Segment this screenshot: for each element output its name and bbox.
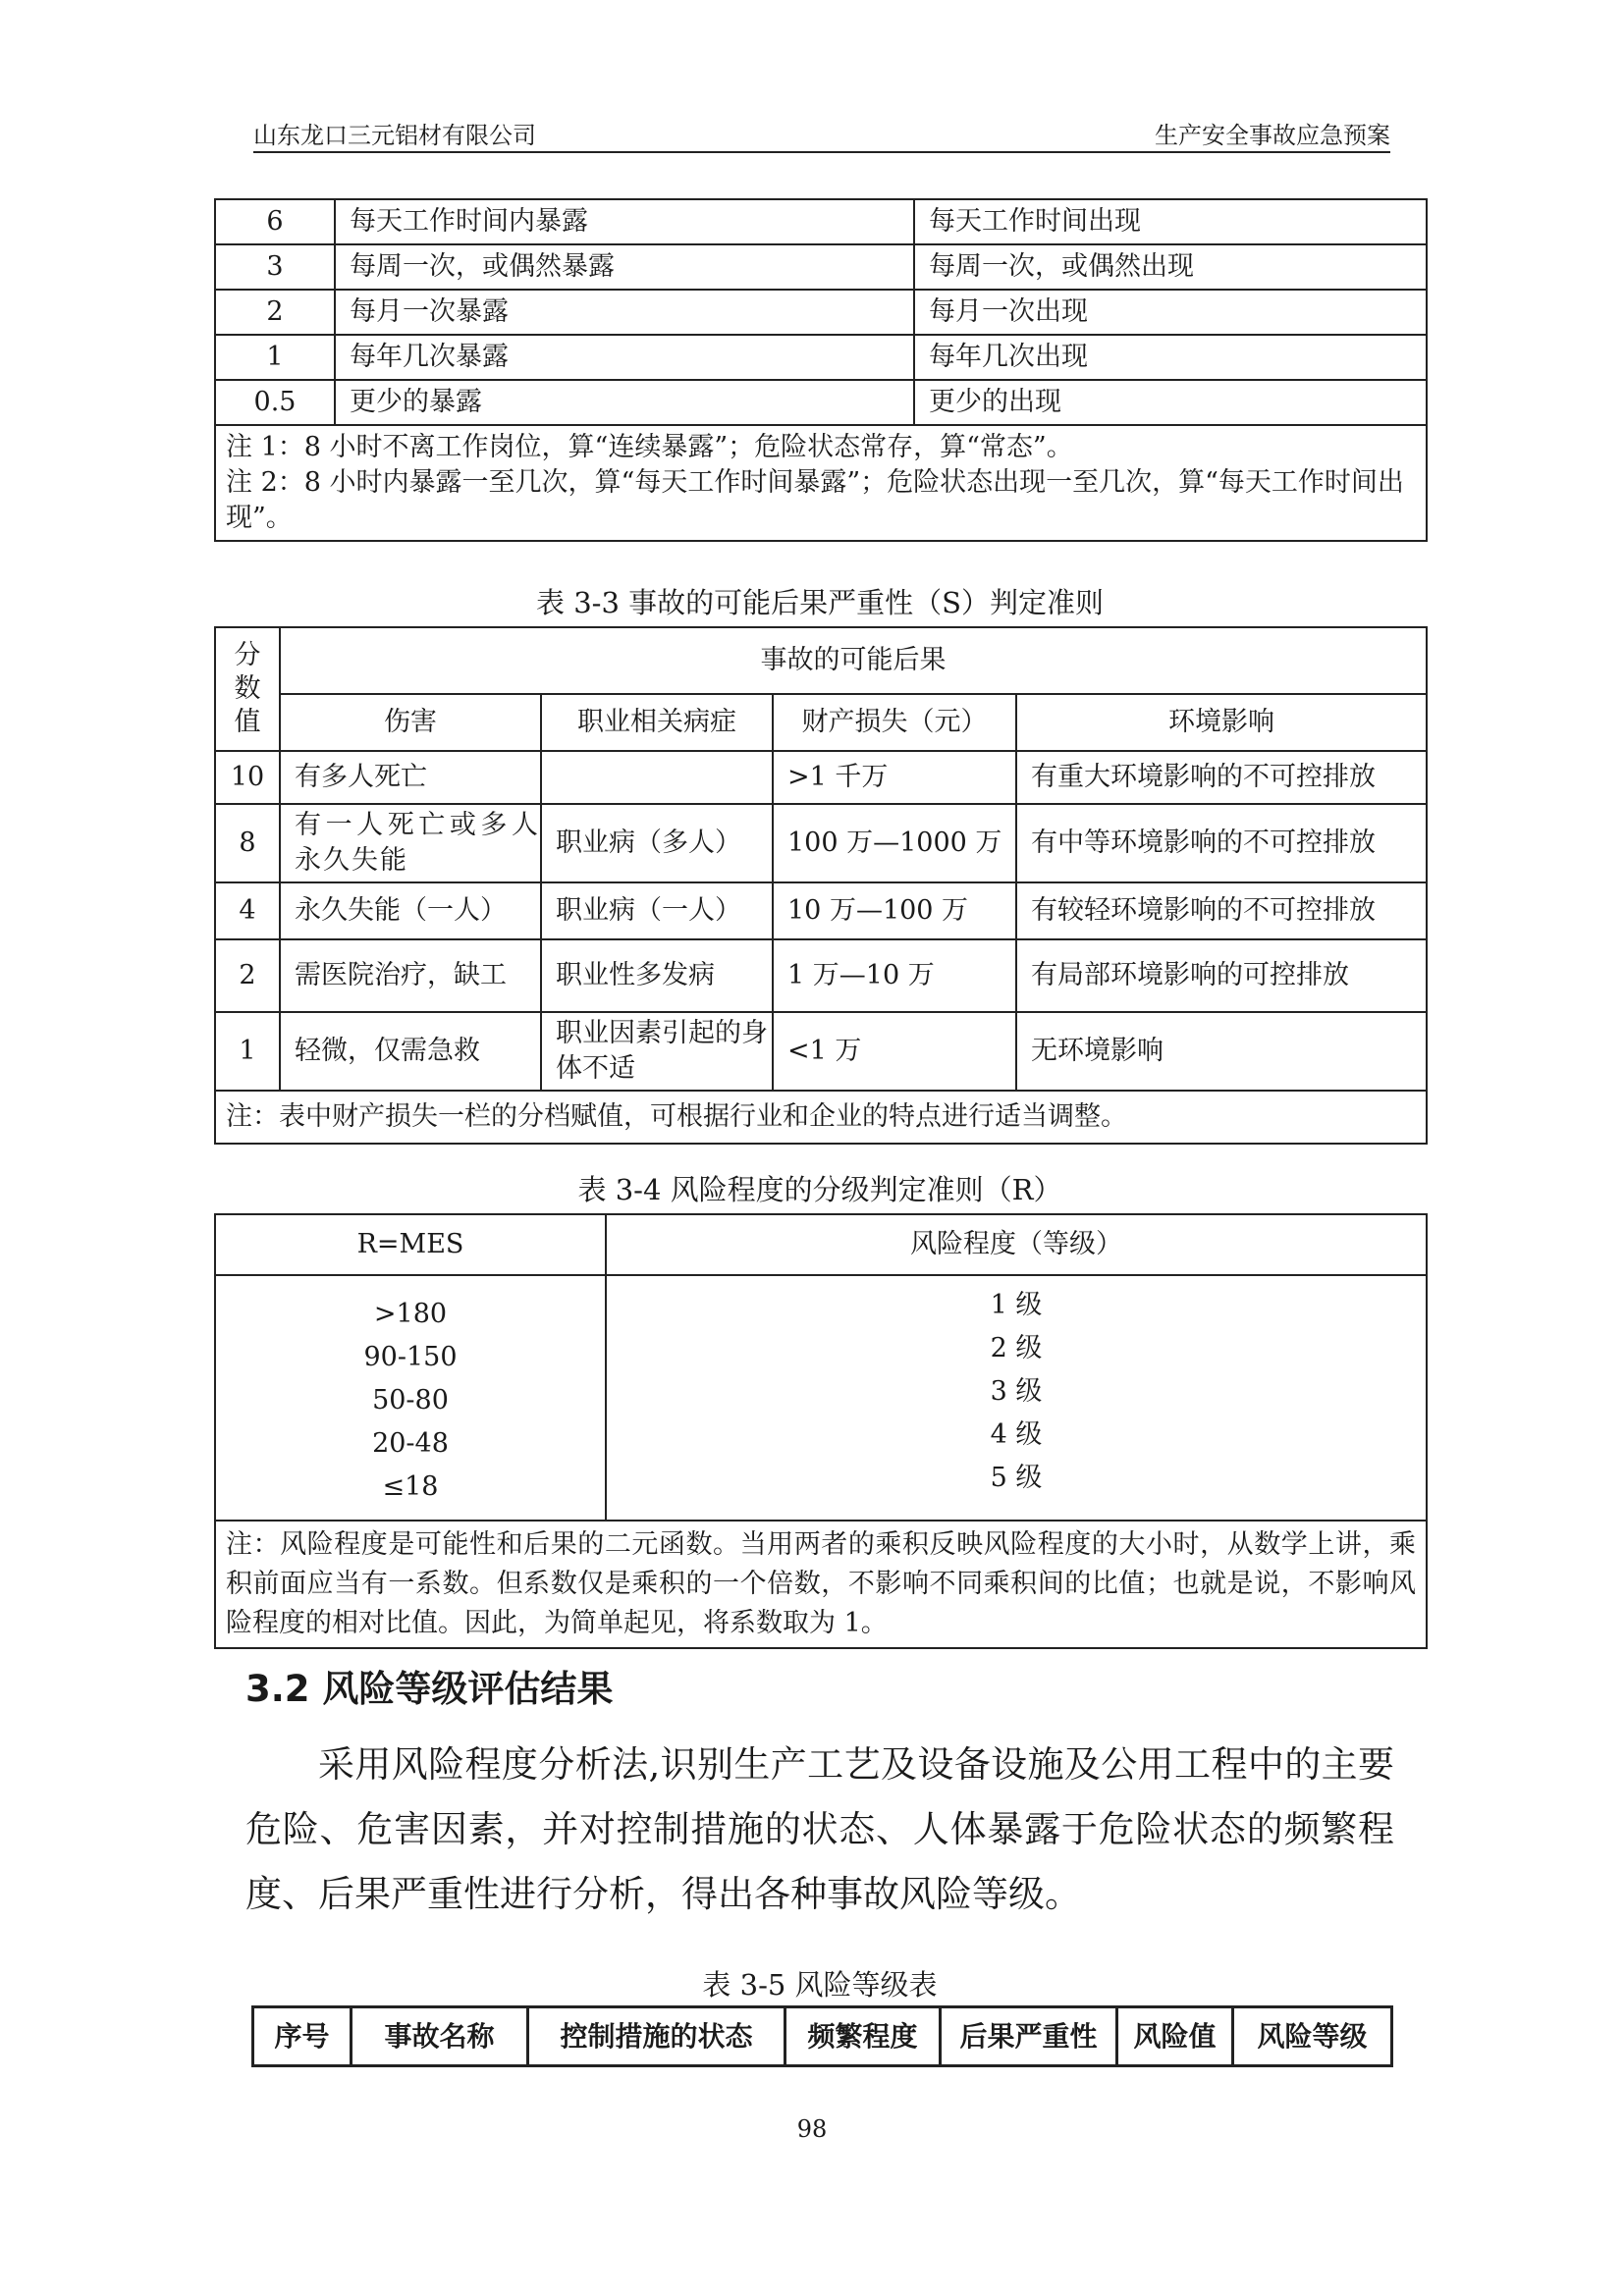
company-name: 山东龙口三元铝材有限公司 <box>253 122 536 149</box>
score-cell: 2 <box>215 939 280 1012</box>
exposure-frequency-table <box>214 198 1428 542</box>
score-cell: 4 <box>215 882 280 939</box>
table-header-row <box>253 2007 1392 2066</box>
page-number: 98 <box>796 2115 828 2143</box>
exposure-cell: 更少的暴露 <box>335 380 914 425</box>
risk-level-table <box>251 2005 1393 2067</box>
table-row <box>215 1012 1427 1091</box>
exposure-cell: 每月一次暴露 <box>335 290 914 335</box>
table-row <box>215 804 1427 882</box>
occurrence-cell: 更少的出现 <box>914 380 1427 425</box>
table-header-row <box>215 694 1427 751</box>
consequence-group-header: 事故的可能后果 <box>280 627 1427 694</box>
disease-cell: 职业病（多人） <box>541 804 773 882</box>
table-note-row <box>215 425 1427 541</box>
table-header-row <box>215 1214 1427 1275</box>
level-header: 风险程度（等级） <box>606 1214 1427 1275</box>
injury-cell: 轻微，仅需急救 <box>280 1012 541 1091</box>
disease-cell <box>541 751 773 804</box>
table-row <box>215 751 1427 804</box>
score-cell: 10 <box>215 751 280 804</box>
risk-level-header: 风险等级 <box>1233 2007 1392 2066</box>
environment-cell: 有局部环境影响的可控排放 <box>1016 939 1427 1012</box>
score-cell: 3 <box>215 244 335 290</box>
table-caption: 表 3-3 事故的可能后果严重性（S）判定准则 <box>535 586 1104 619</box>
seq-header: 序号 <box>253 2007 352 2066</box>
severity-header: 后果严重性 <box>941 2007 1117 2066</box>
property-cell: 10 万—100 万 <box>773 882 1016 939</box>
table-note: 注：风险程度是可能性和后果的二元函数。当用两者的乘积反映风险程度的大小时，从数学上讲，乘积前面应当有一系数。但系数仅是乘积的一个倍数，不影响不同乘积间的比值；也就是说，不影响风险程度的相对比值。因此，为简单起见，将系数取为 1。 <box>215 1521 1427 1648</box>
injury-cell: 有多人死亡 <box>280 751 541 804</box>
disease-header: 职业相关病症 <box>541 694 773 751</box>
injury-cell: 永久失能（一人） <box>280 882 541 939</box>
risk-grading-table <box>214 1213 1428 1649</box>
disease-cell: 职业病（一人） <box>541 882 773 939</box>
body-paragraph: 采用风险程度分析法,识别生产工艺及设备设施及公用工程中的主要危险、危害因素，并对控制措施的状态、人体暴露于危险状态的频繁程度、后果严重性进行分析，得出各种事故风险等级。 <box>245 1743 1394 1915</box>
table-row <box>215 244 1427 290</box>
table-note <box>215 425 1427 541</box>
level-value: 5 级 <box>990 1463 1043 1493</box>
level-value: 2 级 <box>990 1333 1043 1363</box>
table-note-row <box>215 1091 1427 1144</box>
table-note-row <box>215 1521 1427 1648</box>
injury-header: 伤害 <box>280 694 541 751</box>
injury-cell: 需医院治疗，缺工 <box>280 939 541 1012</box>
exposure-cell: 每天工作时间内暴露 <box>335 199 914 244</box>
page-header <box>253 116 1390 153</box>
environment-cell: 有较轻环境影响的不可控排放 <box>1016 882 1427 939</box>
score-cell: 2 <box>215 290 335 335</box>
range-cell <box>215 1275 606 1521</box>
level-value: 1 级 <box>990 1290 1043 1320</box>
range-value: >180 <box>373 1299 448 1329</box>
range-value: 90-150 <box>363 1342 458 1372</box>
document-title: 生产安全事故应急预案 <box>1155 122 1390 149</box>
score-cell: 6 <box>215 199 335 244</box>
note-2: 注 2：8 小时内暴露一至几次，算“每天工作时间暴露”；危险状态出现一至几次，算“每天工作时间出现”。 <box>226 467 1404 533</box>
score-cell: 8 <box>215 804 280 882</box>
level-value: 3 级 <box>990 1376 1043 1407</box>
environment-cell: 有重大环境影响的不可控排放 <box>1016 751 1427 804</box>
table-row <box>215 290 1427 335</box>
range-value: 20-48 <box>372 1428 449 1459</box>
table-caption: 表 3-5 风险等级表 <box>702 1968 938 2002</box>
level-cell <box>606 1275 1427 1521</box>
table-row <box>215 882 1427 939</box>
occurrence-cell: 每年几次出现 <box>914 335 1427 380</box>
property-cell: 1 万—10 万 <box>773 939 1016 1012</box>
property-cell: 100 万—1000 万 <box>773 804 1016 882</box>
exposure-cell: 每周一次，或偶然暴露 <box>335 244 914 290</box>
occurrence-cell: 每月一次出现 <box>914 290 1427 335</box>
level-value: 4 级 <box>990 1419 1043 1450</box>
property-cell: >1 千万 <box>773 751 1016 804</box>
risk-value-header: 风险值 <box>1117 2007 1233 2066</box>
score-cell: 1 <box>215 335 335 380</box>
environment-cell: 有中等环境影响的不可控排放 <box>1016 804 1427 882</box>
table-note: 注：表中财产损失一栏的分档赋值，可根据行业和企业的特点进行适当调整。 <box>215 1091 1427 1144</box>
range-value: ≤18 <box>382 1471 439 1502</box>
range-value: 50-80 <box>372 1385 449 1415</box>
disease-cell: 职业性多发病 <box>541 939 773 1012</box>
occurrence-cell: 每天工作时间出现 <box>914 199 1427 244</box>
table-row <box>215 1275 1427 1521</box>
formula-header: R=MES <box>215 1214 606 1275</box>
disease-cell: 职业因素引起的身体不适 <box>541 1012 773 1091</box>
table-caption: 表 3-4 风险程度的分级判定准则（R） <box>577 1173 1062 1206</box>
severity-table <box>214 626 1428 1145</box>
score-cell: 1 <box>215 1012 280 1091</box>
accident-name-header: 事故名称 <box>352 2007 528 2066</box>
control-status-header: 控制措施的状态 <box>528 2007 785 2066</box>
environment-header: 环境影响 <box>1016 694 1427 751</box>
table-row <box>215 380 1427 425</box>
property-cell: <1 万 <box>773 1012 1016 1091</box>
occurrence-cell: 每周一次，或偶然出现 <box>914 244 1427 290</box>
exposure-cell: 每年几次暴露 <box>335 335 914 380</box>
section-heading: 3.2 风险等级评估结果 <box>245 1668 614 1710</box>
score-cell: 0.5 <box>215 380 335 425</box>
environment-cell: 无环境影响 <box>1016 1012 1427 1091</box>
injury-cell: 有一人死亡或多人永久失能 <box>280 804 541 882</box>
frequency-header: 频繁程度 <box>785 2007 941 2066</box>
table-row <box>215 335 1427 380</box>
table-row <box>215 199 1427 244</box>
note-1: 注 1：8 小时不离工作岗位，算“连续暴露”；危险状态常存，算“常态”。 <box>226 432 1073 462</box>
property-header: 财产损失（元） <box>773 694 1016 751</box>
table-row <box>215 939 1427 1012</box>
table-header-row <box>215 627 1427 694</box>
score-header: 分数值 <box>215 627 280 751</box>
